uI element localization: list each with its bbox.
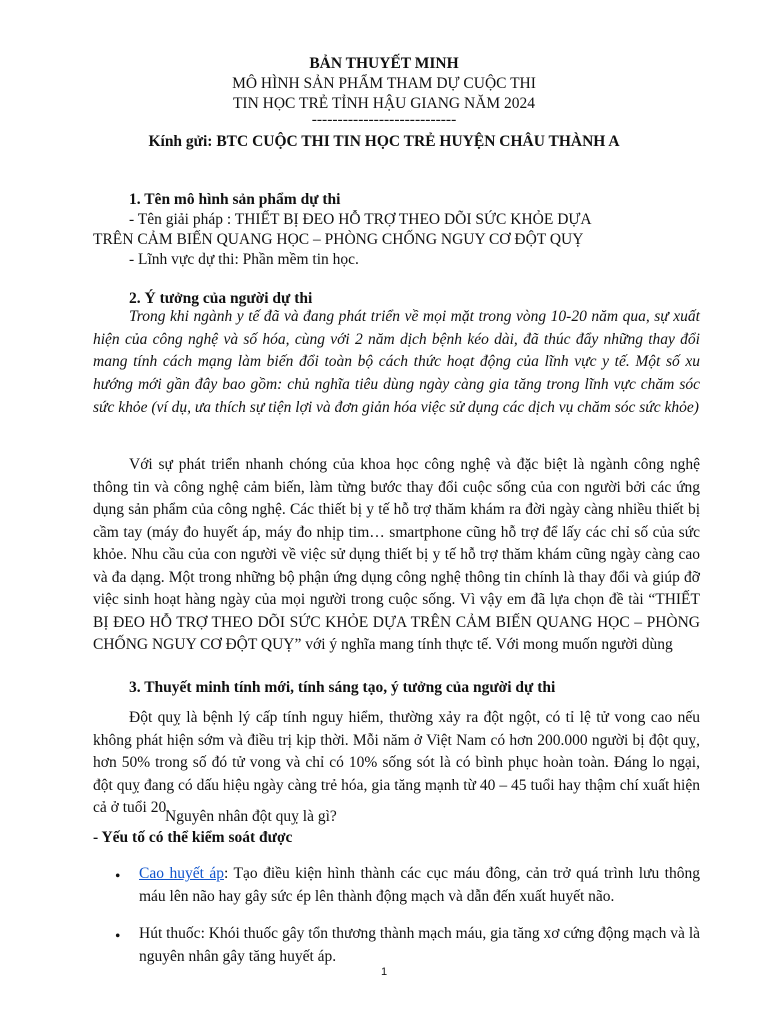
recipient-line: Kính gửi: BTC CUỘC THI TIN HỌC TRẺ HUYỆN CHÂU THÀNH A bbox=[148, 133, 620, 150]
hypertension-link[interactable]: Cao huyết áp bbox=[139, 865, 224, 882]
field-line: - Lĩnh vực dự thi: Phần mềm tin học. bbox=[129, 251, 359, 268]
section-3-heading-text: . Thuyết minh tính mới, tính sáng tạo, ý tưởng của người dự thi bbox=[136, 679, 556, 696]
bullet-marker: • bbox=[115, 928, 121, 945]
bullet-item-text: Hút thuốc: Khói thuốc gây tổn thương thành mạch máu, gia tăng xơ cứng động mạch và là nguyên nhân gây tăng huyết áp. bbox=[139, 925, 700, 965]
title-divider: ---------------------------- bbox=[311, 111, 457, 128]
idea-paragraph-text: Với sự phát triển nhanh chóng của khoa học công nghệ và đặc biệt là ngành công nghệ thông tin và công nghệ cảm biến, làm từng bước thay đổi cuộc sống của con người bởi các ứng dụng sản phẩm của công nghệ. Các thiết bị y tế hỗ trợ thăm khám ra đời ngày càng nhiều thiết bị cầm tay (máy đo huyết áp, máy đo nhịp tim… smartphone cũng hỗ trợ để lấy các chỉ số của sức khỏe. Nhu cầu của con người về việc sử dụng thiết bị y tế hỗ trợ thăm khám cũng ngày càng cao và đa dạng. Một trong những bộ phận ứng dụng công nghệ thông tin chính là thay đổi và giúp đỡ việc sinh hoạt hàng ngày của mọi người trong cuộc sống. Vì vậy em đã lựa chọn đề tài “THIẾT BỊ ĐEO HỖ TRỢ THEO DÕI SỨC KHỎE DỰA TRÊN CẢM BIẾN QUANG HỌC – PHÒNG CHỐNG NGUY CƠ ĐỘT QUỴ” với ý nghĩa mang tính thực tế. Với mong muốn người dùng bbox=[93, 456, 700, 653]
idea-italic-paragraph bbox=[93, 306, 700, 420]
idea-paragraph bbox=[93, 454, 700, 657]
controllable-factors-heading: - Yếu tố có thể kiểm soát được bbox=[93, 829, 293, 846]
section-2-heading: 2. Ý tưởng của người dự thi bbox=[129, 290, 313, 307]
stroke-paragraph bbox=[93, 707, 700, 820]
solution-name-line-1: - Tên giải pháp : THIẾT BỊ ĐEO HỖ TRỢ THEO DÕI SỨC KHỎE DỰA bbox=[129, 211, 592, 228]
bullet-marker: • bbox=[115, 868, 121, 885]
document-subtitle-1: MÔ HÌNH SẢN PHẨM THAM DỰ CUỘC THI bbox=[232, 75, 536, 92]
stroke-paragraph-text: Đột quỵ là bệnh lý cấp tính nguy hiểm, thường xảy ra đột ngột, có tỉ lệ tử vong cao nếu không phát hiện sớm và điều trị kịp thời. Mỗi năm ở Việt Nam có hơn 200.000 người bị đột quỵ, hơn 50% trong số đó tử vong và chỉ có 10% sống sót là có bình phục hoàn toàn. Đáng lo ngại, đột quỵ đang có dấu hiệu ngày càng trẻ hóa, gia tăng mạnh từ 40 – 45 tuổi hay thậm chí xuất hiện cả ở tuổi 20. bbox=[93, 709, 700, 816]
bullet-item-smoking bbox=[139, 923, 700, 968]
page-number: 1 bbox=[380, 966, 388, 978]
solution-name-line-2: TRÊN CẢM BIẾN QUANG HỌC – PHÒNG CHỐNG NGUY CƠ ĐỘT QUỴ bbox=[93, 231, 584, 248]
section-1-heading: 1. Tên mô hình sản phẩm dự thi bbox=[129, 191, 341, 208]
section-3-number: 3 bbox=[129, 679, 137, 696]
document-title: BẢN THUYẾT MINH bbox=[309, 55, 459, 72]
section-3-heading bbox=[129, 678, 555, 698]
document-subtitle-2: TIN HỌC TRẺ TỈNH HẬU GIANG NĂM 2024 bbox=[232, 95, 536, 112]
cause-question: Nguyên nhân đột quỵ là gì? bbox=[165, 808, 337, 825]
idea-italic-text: Trong khi ngành y tế đã và đang phát triển về mọi mặt trong vòng 10-20 năm qua, sự xuất hiện của công nghệ và số hóa, cùng với 2 năm dịch bệnh kéo dài, đã thúc đẩy những thay đổi mang tính cách mạng làm biến đổi toàn bộ cách thức hoạt động của lĩnh vực y tế. Một số xu hướng mới gần đây bao gồm: chủ nghĩa tiêu dùng ngày càng gia tăng trong lĩnh vực chăm sóc sức khỏe (ví dụ, ưa thích sự tiện lợi và đơn giản hóa việc sử dụng các dịch vụ chăm sóc sức khỏe) bbox=[93, 308, 700, 416]
bullet-item-text: : Tạo điều kiện hình thành các cục máu đông, cản trở quá trình lưu thông máu lên não hay gây sức ép lên thành động mạch và dẫn đến xuất huyết não. bbox=[139, 865, 700, 905]
bullet-item-hypertension bbox=[139, 863, 700, 908]
